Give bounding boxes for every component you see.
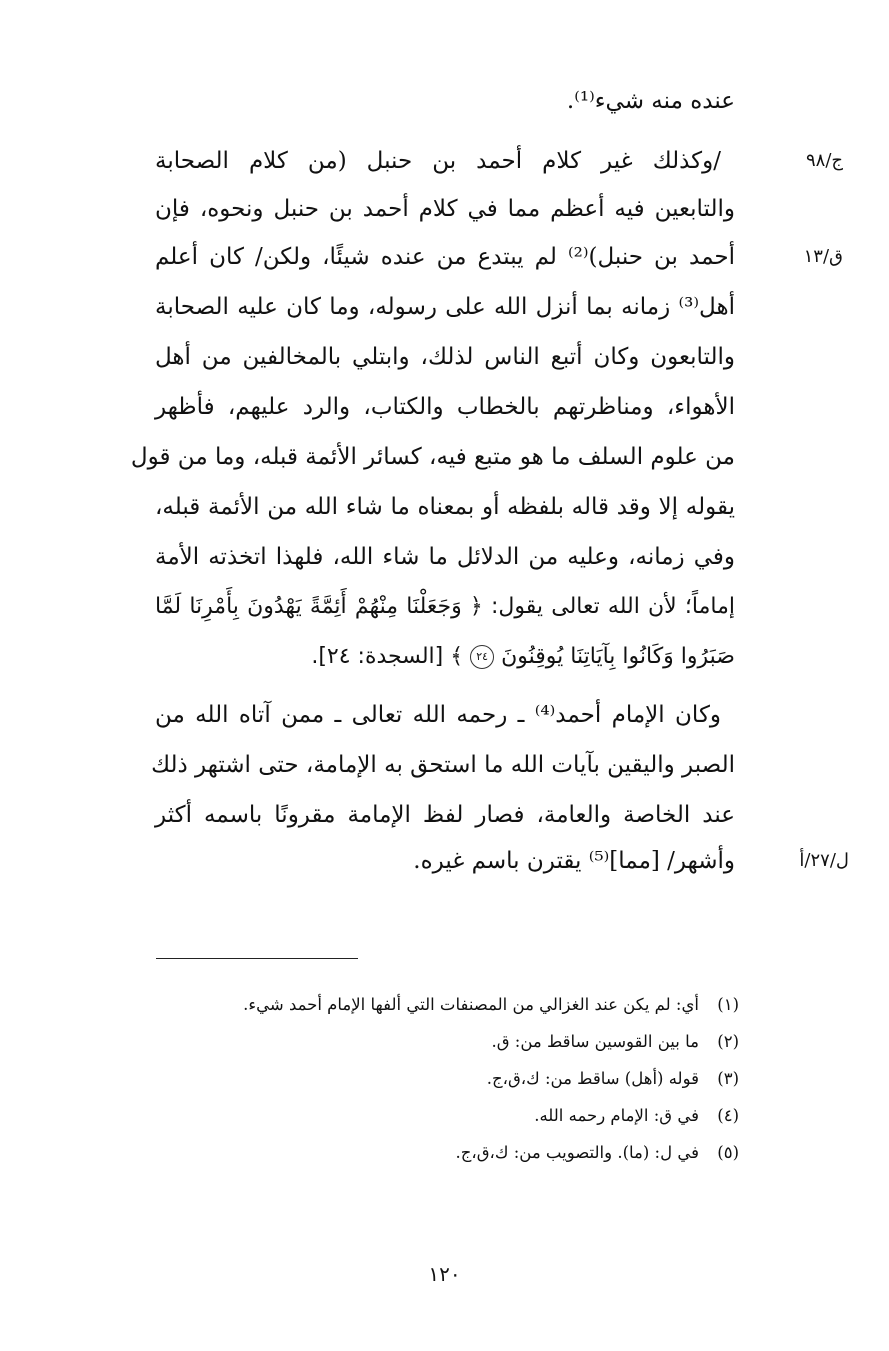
footnote-text: في ق: الإمام رحمه الله. xyxy=(534,1106,699,1125)
quran-verse-end: صَبَرُوا وَكَانُوا بِآيَاتِنَا يُوقِنُونَ ٢٤ ﴾ [السجدة: ٢٤]. xyxy=(311,644,735,669)
page-number: ١٢٠ xyxy=(428,1262,461,1286)
footnote-text: قوله (أهل) ساقط من: ك،ق،ج. xyxy=(486,1069,699,1088)
body-line-1: عنده منه شيء⁽¹⁾. xyxy=(566,88,735,114)
body-line-6: والتابعون وكان أتبع الناس لذلك، وابتلي بالمخالفين من أهل xyxy=(155,344,735,370)
footnote-text: في ل: (ما). والتصويب من: ك،ق،ج. xyxy=(455,1143,699,1162)
body-line-14: الصبر واليقين بآيات الله ما استحق به الإمامة، حتى اشتهر ذلك xyxy=(151,752,735,778)
body-line-8: من علوم السلف ما هو متبع فيه، كسائر الأئمة قبله، وما من قول xyxy=(130,444,735,470)
footnote-text: ما بين القوسين ساقط من: ق. xyxy=(491,1032,699,1051)
body-line-12-quran xyxy=(155,642,735,672)
footnote-2 xyxy=(139,1030,739,1054)
footnote-1 xyxy=(139,993,739,1017)
body-line-2: /وكذلك غير كلام أحمد بن حنبل (من كلام الصحابة xyxy=(155,148,721,174)
footnote-number: (١) xyxy=(717,995,739,1014)
body-line-3: والتابعين فيه أعظم مما في كلام أحمد بن حنبل ونحوه، فإن xyxy=(155,196,735,222)
footnote-number: (٤) xyxy=(717,1106,739,1125)
body-line-7: الأهواء، ومناظرتهم بالخطاب والكتاب، والرد عليهم، فأظهر xyxy=(155,394,735,420)
footnote-3 xyxy=(139,1067,739,1091)
margin-note-lam: ل/٢٧/أ xyxy=(799,850,849,871)
body-line-15: عند الخاصة والعامة، فصار لفظ الإمامة مقرونًا باسمه أكثر xyxy=(155,802,735,828)
ayah-number-mark: ٢٤ xyxy=(470,645,494,669)
body-line-13: وكان الإمام أحمد⁽⁴⁾ ـ رحمه الله تعالى ـ ممن آتاه الله من xyxy=(155,702,721,728)
footnote-number: (٢) xyxy=(717,1032,739,1051)
body-line-11-quran: إماماً؛ لأن الله تعالى يقول: ﴿ وَجَعَلْنَا مِنْهُمْ أَئِمَّةً يَهْدُونَ بِأَمْرِنَا لَمَّا xyxy=(155,594,735,619)
footnote-number: (٥) xyxy=(717,1143,739,1162)
footnote-number: (٣) xyxy=(717,1069,739,1088)
footnote-4 xyxy=(139,1104,739,1128)
footnote-text: أي: لم يكن عند الغزالي من المصنفات التي ألفها الإمام أحمد شيء. xyxy=(243,995,699,1014)
body-line-10: وفي زمانه، وعليه من الدلائل ما شاء الله، فلهذا اتخذته الأمة xyxy=(155,544,735,570)
body-line-9: يقوله إلا وقد قاله بلفظه أو بمعناه ما شاء الله من الأئمة قبله، xyxy=(155,494,735,520)
margin-note-jim: ج/٩٨ xyxy=(805,150,843,171)
footnote-separator xyxy=(156,958,358,959)
body-line-16: وأشهر/ [مما]⁽⁵⁾ يقترن باسم غيره. xyxy=(413,848,735,874)
body-line-5: أهل⁽³⁾ زمانه بما أنزل الله على رسوله، وما كان عليه الصحابة xyxy=(155,294,735,320)
margin-note-qaf: ق/١٣ xyxy=(803,246,843,267)
footnote-5 xyxy=(139,1141,739,1165)
body-line-4: أحمد بن حنبل)⁽²⁾ لم يبتدع من عنده شيئًا، ولكن/ كان أعلم xyxy=(155,244,735,270)
